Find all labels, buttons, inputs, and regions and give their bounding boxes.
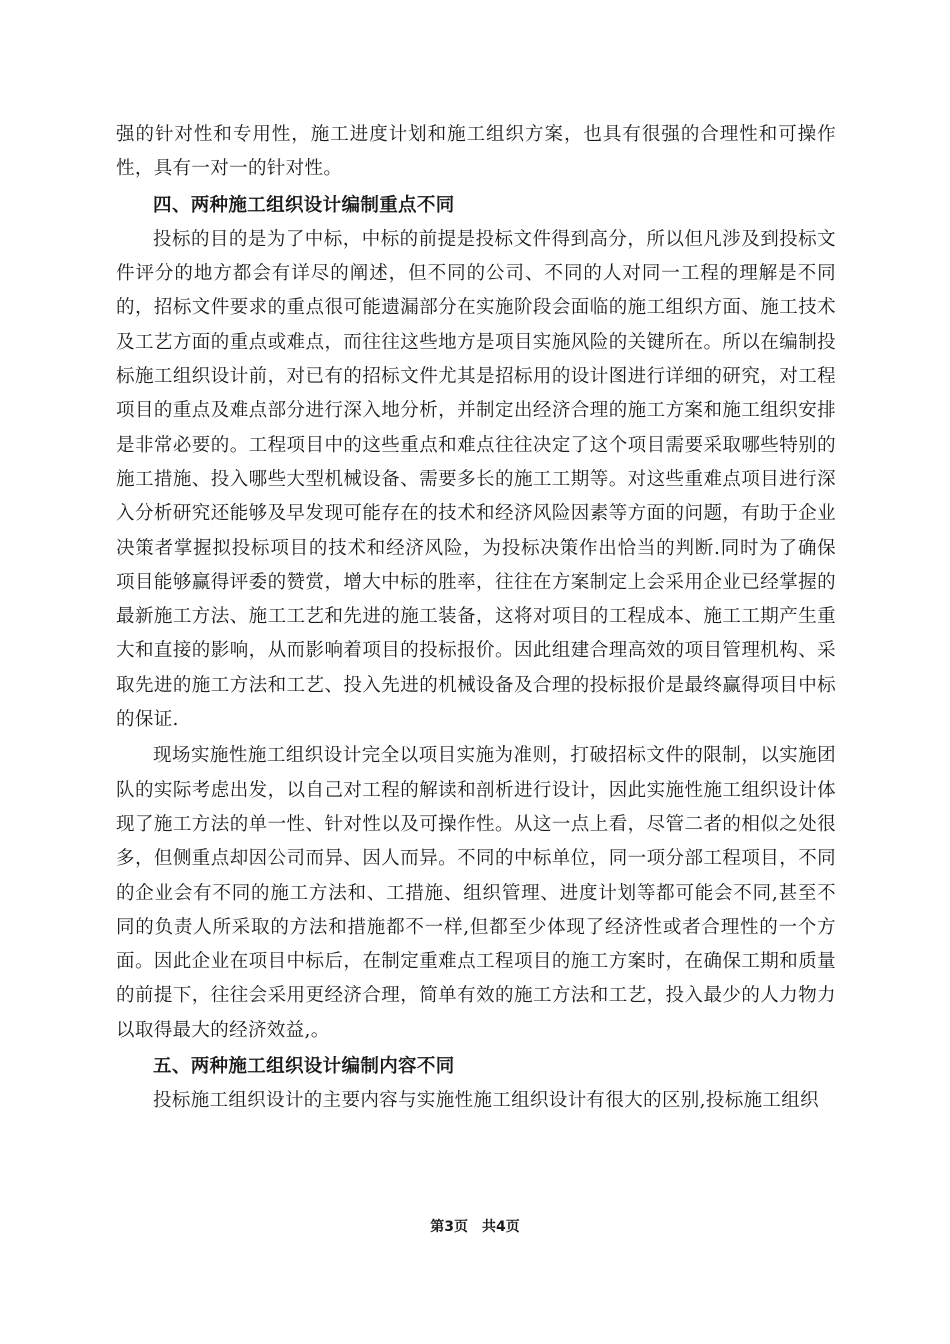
page-footer (0, 1216, 950, 1236)
page-number-total: 共4页 (482, 1219, 520, 1235)
section-heading-4: 四、两种施工组织设计编制重点不同 (153, 194, 455, 216)
paragraph-continuation: 强的针对性和专用性，施工进度计划和施工组织方案，也具有很强的合理性和可操作性，具有一对一的针对性。 (116, 124, 836, 180)
paragraph-content-difference: 投标施工组织设计的主要内容与实施性施工组织设计有很大的区别,投标施工组织 (153, 1090, 819, 1112)
paragraph-onsite-design: 现场实施性施工组织设计完全以项目实施为准则，打破招标文件的限制，以实施团队的实际考虑出发，以自己对工程的解读和剖析进行设计，因此实施性施工组织设计体现了施工方法的单一性、针对性以及可操作性。从这一点上看，尽管二者的相似之处很多，但侧重点却因公司而异、因人而异。不同的中标单位，同一项分部工程项目，不同的企业会有不同的施工方法和、工措施、组织管理、进度计划等都可能会不同,甚至不同的负责人所采取的方法和措施都不一样,但都至少体现了经济性或者合理性的一个方面。因此企业在项目中标后，在制定重难点工程项目的施工方案时，在确保工期和质量的前提下，往往会采用更经济合理，简单有效的施工方法和工艺，投入最少的人力物力以取得最大的经济效益,。 (116, 745, 836, 1041)
page-number-current: 第3页 (430, 1219, 468, 1235)
section-heading-5: 五、两种施工组织设计编制内容不同 (153, 1056, 455, 1078)
paragraph-bid-purpose: 投标的目的是为了中标，中标的前提是投标文件得到高分，所以但凡涉及到投标文件评分的地方都会有详尽的阐述，但不同的公司、不同的人对同一工程的理解是不同的，招标文件要求的重点很可能遗漏部分在实施阶段会面临的施工组织方面、施工技术及工艺方面的重点或难点，而往往这些地方是项目实施风险的关键所在。所以在编制投标施工组织设计前，对已有的招标文件尤其是招标用的设计图进行详细的研究，对工程项目的重点及难点部分进行深入地分析，并制定出经济合理的施工方案和施工组织安排是非常必要的。工程项目中的这些重点和难点往往决定了这个项目需要采取哪些特别的施工措施、投入哪些大型机械设备、需要多长的施工工期等。对这些重难点项目进行深入分析研究还能够及早发现可能存在的技术和经济风险因素等方面的问题，有助于企业决策者掌握拟投标项目的技术和经济风险，为投标决策作出恰当的判断.同时为了确保项目能够赢得评委的赞赏，增大中标的胜率，往往在方案制定上会采用企业已经掌握的最新施工方法、施工工艺和先进的施工装备，这将对项目的工程成本、施工工期产生重大和直接的影响，从而影响着项目的投标报价。因此组建合理高效的项目管理机构、采取先进的施工方法和工艺、投入先进的机械设备及合理的投标报价是最终赢得项目中标的保证. (116, 228, 836, 731)
document-body (116, 118, 836, 1119)
